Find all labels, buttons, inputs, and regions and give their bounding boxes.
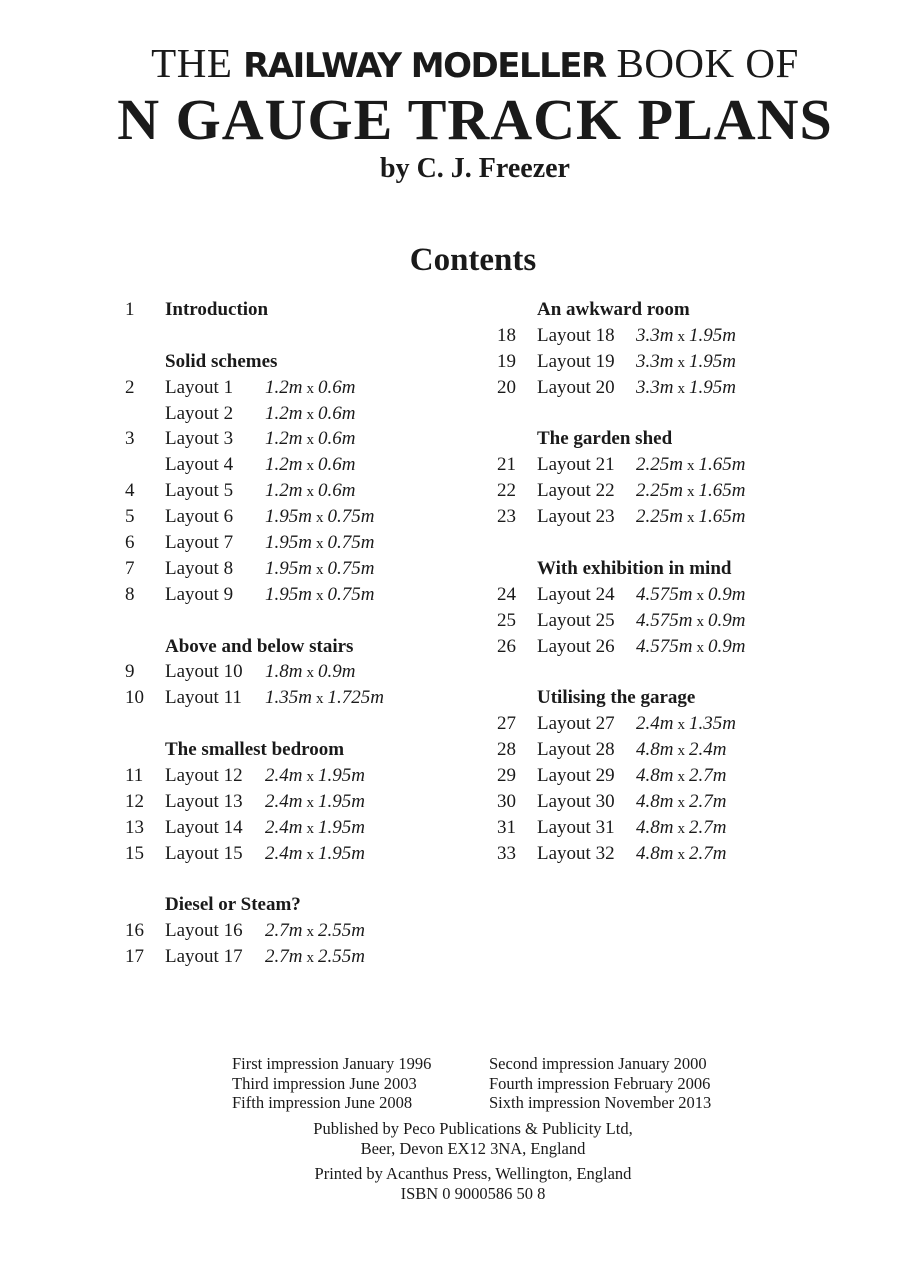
impression-line: Fifth impression June 2008	[232, 1093, 413, 1113]
section-title: With exhibition in mind	[537, 557, 732, 579]
publisher-line: Published by Peco Publications & Publicity Ltd,	[313, 1119, 633, 1138]
dimension-height: 0.75m	[327, 557, 375, 579]
layout-dimensions	[636, 763, 726, 791]
impressions-right	[489, 1054, 711, 1113]
section-title: The garden shed	[537, 428, 673, 450]
dimension-width: 1.95m	[265, 532, 312, 554]
dimension-width: 4.8m	[636, 790, 674, 812]
contents-entry-row	[0, 659, 460, 685]
dimension-width: 2.25m	[636, 454, 683, 476]
layout-label: Layout 1	[165, 376, 234, 398]
page-number: 8	[125, 583, 135, 605]
times-sign: x	[306, 794, 314, 811]
times-sign: x	[677, 354, 685, 371]
dimension-height: 1.95m	[317, 816, 365, 838]
layout-label: Layout 20	[537, 376, 615, 398]
title-suffix: BOOK OF	[605, 40, 799, 86]
contents-entry-row	[450, 608, 906, 634]
title-prefix: THE	[151, 40, 244, 86]
dimension-width: 2.4m	[636, 713, 674, 735]
page-number: 20	[497, 376, 516, 398]
times-sign: x	[315, 510, 324, 527]
page-number: 27	[497, 713, 516, 735]
dimension-height: 1.95m	[688, 350, 736, 372]
contents-entry-row	[0, 841, 460, 867]
dimension-height: 0.9m	[317, 661, 356, 683]
impression-line: Sixth impression November 2013	[489, 1093, 712, 1113]
dimension-width: 4.575m	[636, 609, 693, 631]
layout-dimensions	[636, 375, 736, 403]
page-number: 17	[125, 946, 144, 968]
dimension-height: 1.65m	[698, 454, 746, 476]
contents-entry-row	[450, 711, 906, 737]
layout-dimensions	[636, 711, 736, 739]
contents-entry-row	[0, 426, 460, 452]
layout-label: Layout 18	[537, 324, 615, 346]
page-number: 9	[125, 661, 135, 683]
contents-entry-row	[450, 478, 906, 504]
page-number: 4	[125, 480, 135, 502]
contents-entry-row	[450, 582, 906, 608]
contents-heading: Contents	[409, 242, 537, 278]
times-sign: x	[306, 846, 314, 863]
book-series-title	[0, 40, 906, 89]
layout-dimensions	[636, 789, 726, 817]
layout-dimensions	[265, 841, 365, 869]
brand-name: RAILWAY MODELLER	[243, 46, 606, 86]
dimension-height: 1.95m	[317, 790, 365, 812]
contents-entry-row	[0, 944, 460, 970]
layout-dimensions	[265, 452, 355, 480]
layout-label: Layout 12	[165, 765, 243, 787]
layout-dimensions	[265, 944, 365, 972]
title-block	[0, 40, 906, 187]
layout-label: Layout 23	[537, 506, 615, 528]
dimension-width: 4.8m	[636, 765, 674, 787]
layout-label: Layout 9	[165, 583, 234, 605]
contents-entry-row	[0, 685, 460, 711]
dimension-height: 2.4m	[688, 739, 727, 761]
times-sign: x	[677, 820, 685, 837]
times-sign: x	[306, 484, 314, 501]
page-number: 12	[125, 790, 144, 812]
page-number: 11	[125, 765, 144, 787]
dimension-height: 1.95m	[317, 842, 365, 864]
layout-dimensions	[265, 659, 355, 687]
publisher-address: Beer, Devon EX12 3NA, England	[360, 1138, 586, 1158]
author-line: by C. J. Freezer	[380, 153, 570, 184]
contents-section-row	[450, 426, 906, 452]
page-number: 29	[497, 765, 516, 787]
times-sign: x	[696, 639, 704, 656]
page-number: 5	[125, 506, 135, 528]
layout-dimensions	[636, 608, 745, 636]
dimension-width: 1.2m	[265, 454, 303, 476]
layout-label: Layout 28	[537, 739, 615, 761]
layout-label: Layout 26	[537, 635, 615, 657]
times-sign: x	[677, 328, 685, 345]
page-number: 26	[497, 635, 516, 657]
section-title: Introduction	[165, 299, 269, 320]
dimension-width: 2.4m	[265, 816, 303, 838]
times-sign: x	[696, 587, 704, 604]
times-sign: x	[686, 484, 695, 501]
dimension-height: 1.65m	[698, 480, 746, 502]
section-title: An awkward room	[537, 299, 690, 320]
contents-spacer	[0, 867, 460, 893]
contents-section-row	[450, 556, 906, 582]
layout-dimensions	[636, 737, 726, 765]
layout-dimensions	[265, 478, 355, 506]
page-number: 13	[125, 816, 144, 838]
dimension-width: 2.7m	[265, 946, 303, 968]
page-number: 28	[497, 739, 516, 761]
dimension-height: 0.6m	[317, 402, 356, 424]
layout-dimensions	[265, 815, 365, 843]
times-sign: x	[306, 432, 314, 449]
page-number: 3	[125, 428, 135, 450]
layout-dimensions	[265, 789, 365, 817]
impression-line: Second impression January 2000	[489, 1054, 707, 1073]
times-sign: x	[306, 665, 314, 682]
section-title: Diesel or Steam?	[165, 894, 301, 916]
layout-label: Layout 25	[537, 609, 615, 631]
contents-section-row	[0, 737, 460, 763]
dimension-width: 1.2m	[265, 376, 303, 398]
layout-label: Layout 14	[165, 816, 243, 838]
contents-entry-row	[450, 323, 906, 349]
dimension-height: 2.7m	[688, 790, 727, 812]
page-number: 10	[125, 687, 144, 709]
page-number: 18	[497, 324, 516, 346]
layout-label: Layout 7	[165, 532, 234, 554]
page-number: 25	[497, 609, 516, 631]
layout-dimensions	[265, 401, 355, 429]
times-sign: x	[686, 510, 695, 527]
contents-entry-row	[0, 478, 460, 504]
contents-entry-row	[0, 530, 460, 556]
layout-label: Layout 10	[165, 661, 243, 683]
dimension-width: 4.8m	[636, 816, 674, 838]
layout-label: Layout 22	[537, 480, 615, 502]
dimension-height: 1.95m	[317, 765, 365, 787]
times-sign: x	[306, 458, 314, 475]
times-sign: x	[306, 950, 314, 967]
layout-dimensions	[265, 556, 374, 584]
times-sign: x	[315, 691, 324, 708]
dimension-width: 3.3m	[636, 350, 674, 372]
section-title: Above and below stairs	[165, 635, 354, 657]
times-sign: x	[677, 717, 685, 734]
layout-label: Layout 29	[537, 765, 615, 787]
isbn: ISBN 0 9000586 50 8	[400, 1183, 546, 1203]
times-sign: x	[677, 380, 685, 397]
dimension-width: 2.25m	[636, 480, 683, 502]
layout-dimensions	[636, 841, 726, 869]
dimension-height: 0.6m	[317, 376, 356, 398]
dimension-height: 0.75m	[327, 506, 375, 528]
section-title: The smallest bedroom	[165, 739, 345, 761]
layout-dimensions	[636, 634, 745, 662]
contents-entry-row	[0, 401, 460, 427]
contents-entry-row	[0, 375, 460, 401]
layout-label: Layout 15	[165, 842, 243, 864]
times-sign: x	[696, 613, 704, 630]
layout-label: Layout 27	[537, 713, 615, 735]
times-sign: x	[306, 406, 314, 423]
page-number: 2	[125, 376, 135, 398]
layout-dimensions	[636, 478, 745, 506]
times-sign: x	[306, 769, 314, 786]
times-sign: x	[677, 846, 685, 863]
layout-label: Layout 2	[165, 402, 234, 424]
contents-entry-row	[0, 815, 460, 841]
dimension-height: 0.9m	[707, 609, 746, 631]
layout-label: Layout 17	[165, 946, 243, 968]
times-sign: x	[677, 794, 685, 811]
dimension-width: 4.575m	[636, 583, 693, 605]
section-title: Utilising the garage	[537, 687, 696, 709]
impressions-left	[232, 1054, 431, 1113]
dimension-height: 1.725m	[327, 687, 384, 709]
layout-label: Layout 5	[165, 480, 234, 502]
dimension-width: 2.4m	[265, 842, 303, 864]
dimension-height: 2.7m	[688, 842, 727, 864]
times-sign: x	[315, 561, 324, 578]
page-number: 33	[497, 842, 516, 864]
dimension-height: 2.55m	[317, 946, 365, 968]
page-number: 22	[497, 480, 516, 502]
page-number: 30	[497, 790, 516, 812]
contents-section-row	[0, 634, 460, 660]
dimension-width: 1.35m	[265, 687, 312, 709]
contents-entry-row	[0, 789, 460, 815]
page-number: 19	[497, 350, 516, 372]
times-sign: x	[315, 536, 324, 553]
layout-dimensions	[636, 504, 745, 532]
dimension-height: 2.7m	[688, 816, 727, 838]
impression-line: Fourth impression February 2006	[489, 1073, 711, 1093]
contents-entry-row	[450, 452, 906, 478]
layout-dimensions	[265, 504, 374, 532]
printer-line: Printed by Acanthus Press, Wellington, England	[314, 1164, 632, 1183]
page-number: 24	[497, 583, 516, 605]
publisher-block	[0, 1119, 906, 1158]
contents-entry-row	[0, 452, 460, 478]
layout-label: Layout 21	[537, 454, 615, 476]
times-sign: x	[306, 380, 314, 397]
contents-entry-row	[450, 815, 906, 841]
dimension-height: 0.75m	[327, 532, 375, 554]
layout-dimensions	[265, 685, 384, 713]
dimension-height: 0.6m	[317, 480, 356, 502]
times-sign: x	[677, 743, 685, 760]
dimension-width: 1.95m	[265, 583, 312, 605]
layout-label: Layout 8	[165, 557, 234, 579]
dimension-height: 0.9m	[707, 635, 746, 657]
page-number: 31	[497, 816, 516, 838]
dimension-height: 2.7m	[688, 765, 727, 787]
contents-section-row	[0, 892, 460, 918]
contents-entry-row	[450, 375, 906, 401]
dimension-width: 4.8m	[636, 842, 674, 864]
contents-entry-row	[0, 556, 460, 582]
contents-entry-row	[0, 582, 460, 608]
contents-spacer	[0, 711, 460, 737]
contents-entry-row	[450, 789, 906, 815]
layout-dimensions	[265, 530, 374, 558]
layout-dimensions	[265, 918, 365, 946]
dimension-width: 1.95m	[265, 506, 312, 528]
page-number: 6	[125, 532, 135, 554]
contents-entry-row	[0, 918, 460, 944]
dimension-height: 1.65m	[698, 506, 746, 528]
contents-section-row	[450, 297, 906, 323]
layout-dimensions	[265, 375, 355, 403]
page-number: 1	[125, 299, 135, 320]
layout-dimensions	[265, 763, 365, 791]
contents-spacer	[0, 323, 460, 349]
dimension-width: 1.2m	[265, 402, 303, 424]
dimension-height: 0.6m	[317, 454, 356, 476]
contents-entry-row	[450, 763, 906, 789]
printer-block	[0, 1164, 906, 1203]
contents-entry-row	[450, 504, 906, 530]
dimension-width: 2.4m	[265, 790, 303, 812]
contents-section-row	[0, 349, 460, 375]
dimension-height: 2.55m	[317, 920, 365, 942]
layout-label: Layout 31	[537, 816, 615, 838]
layout-label: Layout 16	[165, 920, 243, 942]
contents-entry-row	[0, 504, 460, 530]
times-sign: x	[686, 458, 695, 475]
times-sign: x	[315, 587, 324, 604]
contents-spacer	[450, 659, 906, 685]
page-number: 21	[497, 454, 516, 476]
dimension-height: 0.75m	[327, 583, 375, 605]
layout-label: Layout 19	[537, 350, 615, 372]
contents-entry-row	[450, 841, 906, 867]
dimension-width: 1.2m	[265, 480, 303, 502]
contents-spacer	[450, 530, 906, 556]
dimension-width: 2.4m	[265, 765, 303, 787]
contents-section-row	[450, 685, 906, 711]
layout-dimensions	[636, 452, 745, 480]
dimension-height: 1.95m	[688, 376, 736, 398]
layout-label: Layout 32	[537, 842, 615, 864]
layout-dimensions	[636, 323, 736, 351]
dimension-width: 2.7m	[265, 920, 303, 942]
layout-dimensions	[265, 582, 374, 610]
page-number: 23	[497, 506, 516, 528]
dimension-width: 3.3m	[636, 376, 674, 398]
layout-label: Layout 3	[165, 428, 234, 450]
layout-label: Layout 11	[165, 687, 242, 709]
dimension-width: 1.95m	[265, 557, 312, 579]
dimension-width: 4.575m	[636, 635, 693, 657]
contents-section-row	[0, 297, 460, 323]
impression-line: First impression January 1996	[232, 1054, 432, 1073]
times-sign: x	[306, 820, 314, 837]
section-title: Solid schemes	[165, 350, 278, 372]
layout-dimensions	[636, 349, 736, 377]
dimension-height: 1.35m	[688, 713, 736, 735]
dimension-width: 3.3m	[636, 324, 674, 346]
contents-spacer	[450, 401, 906, 427]
layout-label: Layout 30	[537, 790, 615, 812]
layout-label: Layout 13	[165, 790, 243, 812]
layout-dimensions	[636, 582, 745, 610]
contents-spacer	[0, 608, 460, 634]
dimension-width: 1.2m	[265, 428, 303, 450]
dimension-width: 1.8m	[265, 661, 303, 683]
layout-dimensions	[636, 815, 726, 843]
times-sign: x	[677, 769, 685, 786]
contents-entry-row	[450, 737, 906, 763]
contents-right-column	[450, 297, 906, 867]
dimension-height: 1.95m	[688, 324, 736, 346]
page-number: 16	[125, 920, 144, 942]
times-sign: x	[306, 924, 314, 941]
impression-line: Third impression June 2003	[232, 1073, 417, 1093]
layout-label: Layout 4	[165, 454, 234, 476]
contents-entry-row	[450, 349, 906, 375]
page-number: 7	[125, 557, 135, 579]
contents-left-column	[0, 297, 460, 970]
dimension-width: 4.8m	[636, 739, 674, 761]
dimension-height: 0.9m	[707, 583, 746, 605]
contents-entry-row	[0, 763, 460, 789]
layout-dimensions	[265, 426, 355, 454]
page-number: 15	[125, 842, 144, 864]
layout-label: Layout 6	[165, 506, 234, 528]
main-title: N GAUGE TRACK PLANS	[117, 87, 833, 152]
layout-label: Layout 24	[537, 583, 615, 605]
dimension-height: 0.6m	[317, 428, 356, 450]
contents-entry-row	[450, 634, 906, 660]
dimension-width: 2.25m	[636, 506, 683, 528]
